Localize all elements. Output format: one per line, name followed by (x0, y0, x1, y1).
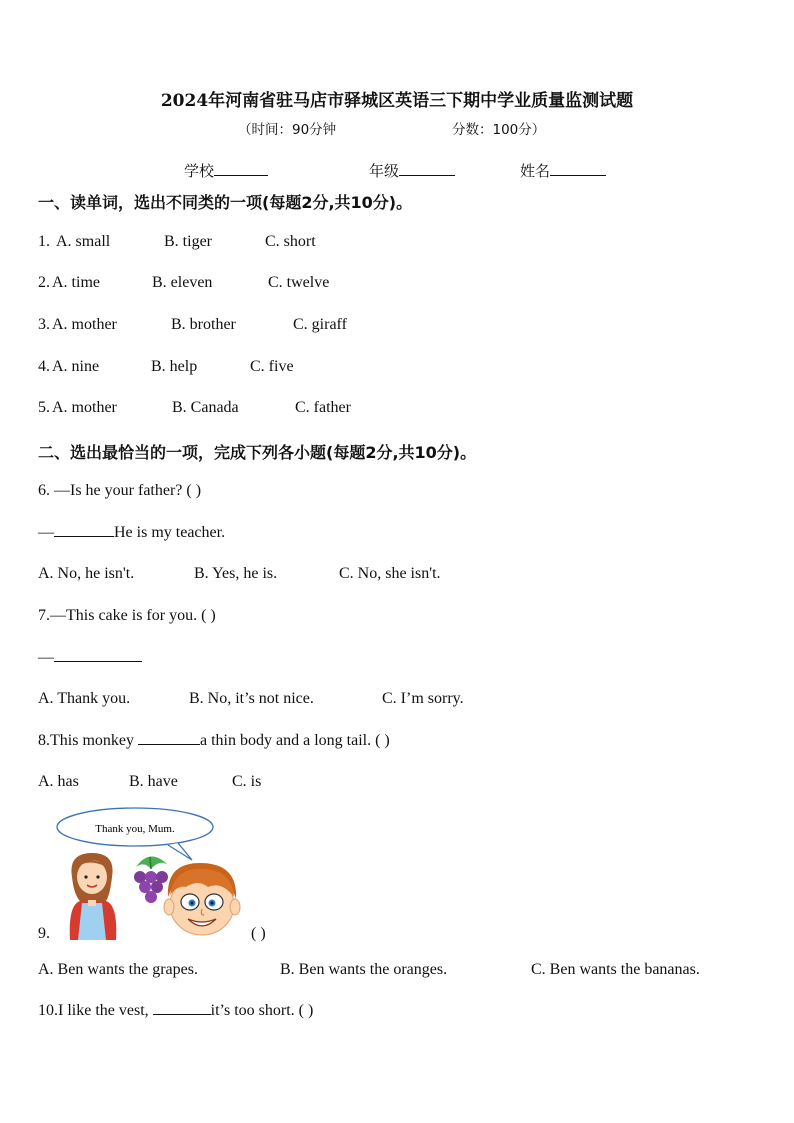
q7-option-b[interactable]: B. No, it’s not nice. (189, 690, 314, 707)
q1-option-a[interactable]: A. small (56, 233, 111, 250)
section2-heading: 二、选出最恰当的一项，完成下列各小题(每题2分,共10分)。 (38, 443, 477, 462)
q5-option-a[interactable]: A. mother (52, 399, 117, 416)
q3-option-a[interactable]: A. mother (52, 316, 117, 333)
name-field (520, 160, 606, 181)
speech-bubble-text: Thank you, Mum. (95, 823, 175, 835)
question-7-reply: — (38, 649, 142, 667)
q9-illustration (50, 805, 250, 940)
question-1: 1. A. small B. tiger C. short (38, 233, 316, 250)
q10-answer-blank[interactable] (153, 1013, 211, 1015)
speech-bubble (57, 808, 213, 860)
question-2: 2. A. time B. eleven C. twelve (38, 274, 330, 291)
q2-option-b[interactable]: B. eleven (152, 274, 213, 291)
q9-option-a[interactable]: A. Ben wants the grapes. (38, 961, 198, 978)
question-3: 3. A. mother B. brother C. giraff (38, 316, 347, 333)
question-7-options (38, 690, 464, 708)
question-4: 4. A. nine B. help C. five (38, 358, 294, 375)
q6-option-c[interactable]: C. No, she isn't. (339, 565, 441, 582)
question-6-options (38, 565, 441, 583)
question-9-number: 9. (38, 925, 50, 942)
name-blank[interactable] (550, 174, 606, 176)
q8-answer-blank[interactable] (138, 743, 200, 745)
q9-option-c[interactable]: C. Ben wants the bananas. (531, 961, 700, 978)
section1-heading: 一、读单词，选出不同类的一项(每题2分,共10分)。 (38, 193, 413, 212)
school-field (184, 160, 268, 181)
q3-option-c[interactable]: C. giraff (293, 316, 347, 333)
q8-option-c[interactable]: C. is (232, 773, 262, 790)
grapes-icon (134, 856, 168, 903)
question-8-stem: 8.This monkey a thin body and a long tail. ( ) (38, 732, 390, 749)
q7-option-c[interactable]: C. I’m sorry. (382, 690, 464, 707)
q7-answer-blank[interactable] (54, 660, 142, 662)
q3-option-b[interactable]: B. brother (171, 316, 236, 333)
grade-label: 年级 (369, 162, 400, 180)
score-label: 分数：100分） (452, 122, 546, 138)
question-6-stem: 6. —Is he your father? ( ) (38, 482, 202, 499)
q7-option-a[interactable]: A. Thank you. (38, 690, 131, 707)
school-label: 学校 (184, 162, 215, 180)
school-blank[interactable] (214, 174, 268, 176)
q6-answer-blank[interactable] (54, 535, 114, 537)
mother-figure (70, 853, 117, 940)
question-6-reply: — He is my teacher. (38, 524, 226, 541)
question-10-stem: 10.I like the vest, it’s too short. ( ) (38, 1002, 314, 1019)
grade-blank[interactable] (399, 174, 455, 176)
boy-figure (164, 863, 240, 935)
q6-option-b[interactable]: B. Yes, he is. (194, 565, 278, 582)
time-label: （时间：90分钟 (238, 122, 337, 138)
q2-option-a[interactable]: A. time (52, 274, 100, 291)
q9-option-b[interactable]: B. Ben wants the oranges. (280, 961, 448, 978)
question-5: 5. A. mother B. Canada C. father (38, 399, 351, 416)
q4-option-c[interactable]: C. five (250, 358, 294, 375)
question-9-options (38, 961, 700, 979)
q1-option-c[interactable]: C. short (265, 233, 316, 250)
q2-option-c[interactable]: C. twelve (268, 274, 330, 291)
q5-option-b[interactable]: B. Canada (172, 399, 239, 416)
q6-option-a[interactable]: A. No, he isn't. (38, 565, 135, 582)
q1-option-b[interactable]: B. tiger (164, 233, 212, 250)
question-7-stem: 7.—This cake is for you. ( ) (38, 607, 216, 624)
q5-option-c[interactable]: C. father (295, 399, 351, 416)
grade-field (369, 160, 455, 181)
q9-answer-paren[interactable]: ( ) (251, 925, 266, 942)
question-8-options (38, 773, 262, 791)
q4-option-a[interactable]: A. nine (52, 358, 100, 375)
q4-option-b[interactable]: B. help (151, 358, 198, 375)
q8-option-b[interactable]: B. have (129, 773, 178, 790)
q8-option-a[interactable]: A. has (38, 773, 79, 790)
name-label: 姓名 (520, 162, 551, 180)
page-title: 2024年河南省驻马店市驿城区英语三下期中学业质量监测试题 (160, 91, 634, 111)
